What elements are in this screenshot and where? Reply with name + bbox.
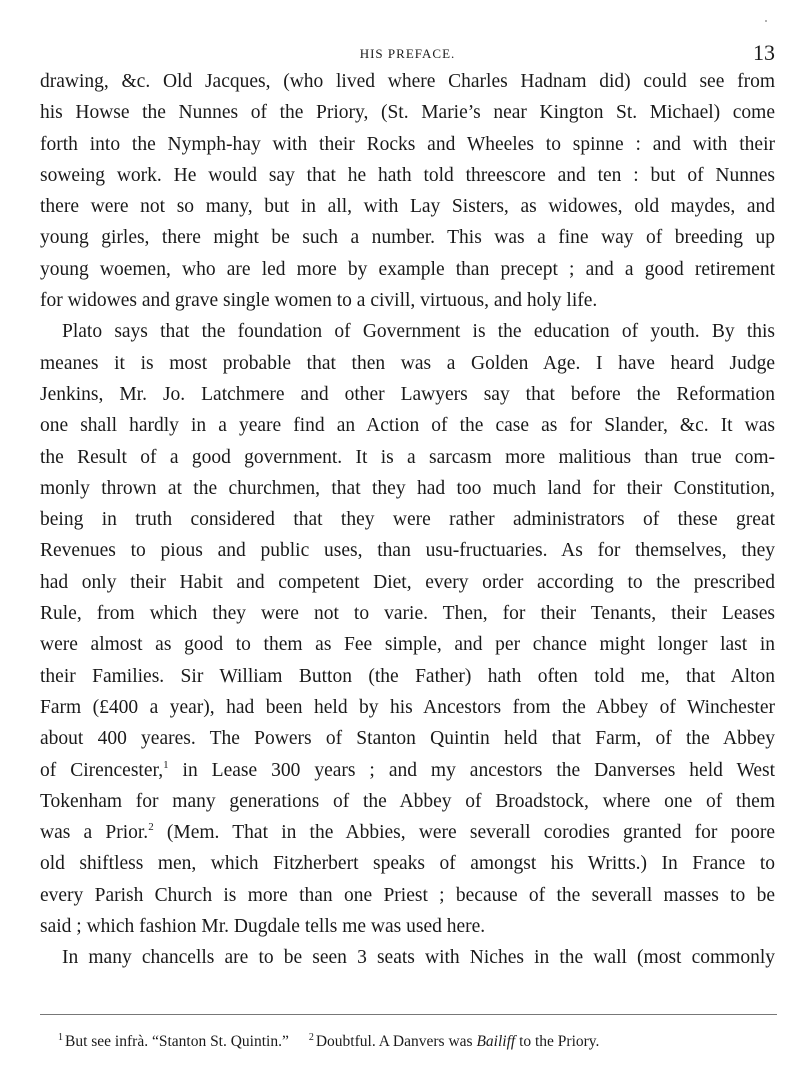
footnote-1 [58, 1033, 289, 1050]
footnote-mark: 2 [308, 1032, 314, 1043]
text-line: forth into the Nymph-hay with their Rocks and Wheeles to spinne : and with their [40, 133, 775, 155]
line-text: of Cirencester, [40, 759, 164, 781]
footnote-text: But see infrà. “Stanton St. Quintin.” [65, 1033, 289, 1050]
text-line: drawing, &c. Old Jacques, (who lived where Charles Hadnam did) could see from [40, 71, 775, 92]
text-line: had only their Habit and competent Diet, every order according to the prescribed [40, 571, 775, 593]
text-line: Rule, from which they were not to varie. Then, for their Tenants, their Leases [40, 603, 775, 625]
text-line: one shall hardly in a yeare find an Action of the case as for Slander, &c. It was [40, 415, 775, 437]
footnote-italic: Bailiff [476, 1033, 516, 1050]
line-text: in Lease 300 years ; and my ancestors the Danverses held West [168, 759, 775, 781]
text-line: being in truth considered that they were rather administrators of these great [40, 509, 775, 531]
running-head [40, 40, 775, 64]
paragraph [40, 316, 775, 942]
text-line: monly thrown at the churchmen, that they had too much land for their Constitution, [40, 477, 775, 499]
scan-speck [765, 20, 767, 22]
text-line: there were not so many, but in all, with Lay Sisters, as widowes, old maydes, and [40, 196, 775, 218]
text-line: his Howse the Nunnes of the Priory, (St. Marie’s near Kington St. Michael) come [40, 102, 775, 124]
text-line: for widowes and grave single women to a civill, virtuous, and holy life. [40, 290, 598, 312]
footnotes [58, 1032, 599, 1051]
text-line-with-footnote [40, 817, 775, 848]
text-line: about 400 yeares. The Powers of Stanton Quintin held that Farm, of the Abbey [40, 728, 775, 750]
footnote-text: Doubtful. A Danvers was [315, 1033, 477, 1050]
text-line: young woemen, who are led more by example than precept ; and a good retirement [40, 258, 775, 280]
running-title: HIS PREFACE. [359, 46, 456, 61]
line-text: was a Prior. [40, 822, 149, 844]
text-line: Plato says that the foundation of Government is the education of youth. By this [62, 321, 775, 343]
text-line: every Parish Church is more than one Priest ; because of the severall masses to be [40, 884, 775, 906]
footnote-text: to the Priory. [515, 1033, 600, 1050]
text-line: were almost as good to them as Fee simple, and per chance might longer last in [40, 634, 775, 656]
text-line: Jenkins, Mr. Jo. Latchmere and other Lawyers say that before the Reformation [40, 383, 775, 405]
text-line: young girles, there might be such a number. This was a fine way of breeding up [40, 227, 775, 249]
paragraph [40, 942, 775, 973]
footnote-ref[interactable]: 2 [148, 821, 154, 834]
page-number: 13 [753, 40, 775, 65]
text-line-with-footnote [40, 755, 775, 786]
paragraph [40, 66, 775, 316]
text-line: their Families. Sir William Button (the Father) hath often told me, that Alton [40, 665, 775, 687]
text-line: Farm (£400 a year), had been held by his Ancestors from the Abbey of Winchester [40, 696, 775, 718]
footnote-divider [40, 1014, 777, 1015]
footnote-mark: 1 [58, 1032, 63, 1043]
footnote-2 [309, 1033, 600, 1050]
text-line: Tokenham for many generations of the Abbey of Broadstock, where one of them [40, 790, 775, 812]
text-line: meanes it is most probable that then was a Golden Age. I have heard Judge [40, 352, 775, 374]
text-line: said ; which fashion Mr. Dugdale tells me was used here. [40, 916, 486, 938]
body-text [40, 66, 775, 974]
text-line: In many chancells are to be seen 3 seats with Niches in the wall (most commonly [62, 947, 775, 969]
text-line: the Result of a good government. It is a sarcasm more malitious than true com- [40, 446, 775, 468]
text-line: soweing work. He would say that he hath told threescore and ten : but of Nunnes [40, 164, 775, 186]
line-text: (Mem. That in the Abbies, were severall corodies granted for poore [153, 822, 776, 844]
text-line: Revenues to pious and public uses, than usu-fructuaries. As for themselves, they [40, 540, 775, 562]
footnote-ref[interactable]: 1 [163, 758, 169, 771]
text-line: old shiftless men, which Fitzherbert speaks of amongst his Writts.) In France to [40, 853, 775, 875]
